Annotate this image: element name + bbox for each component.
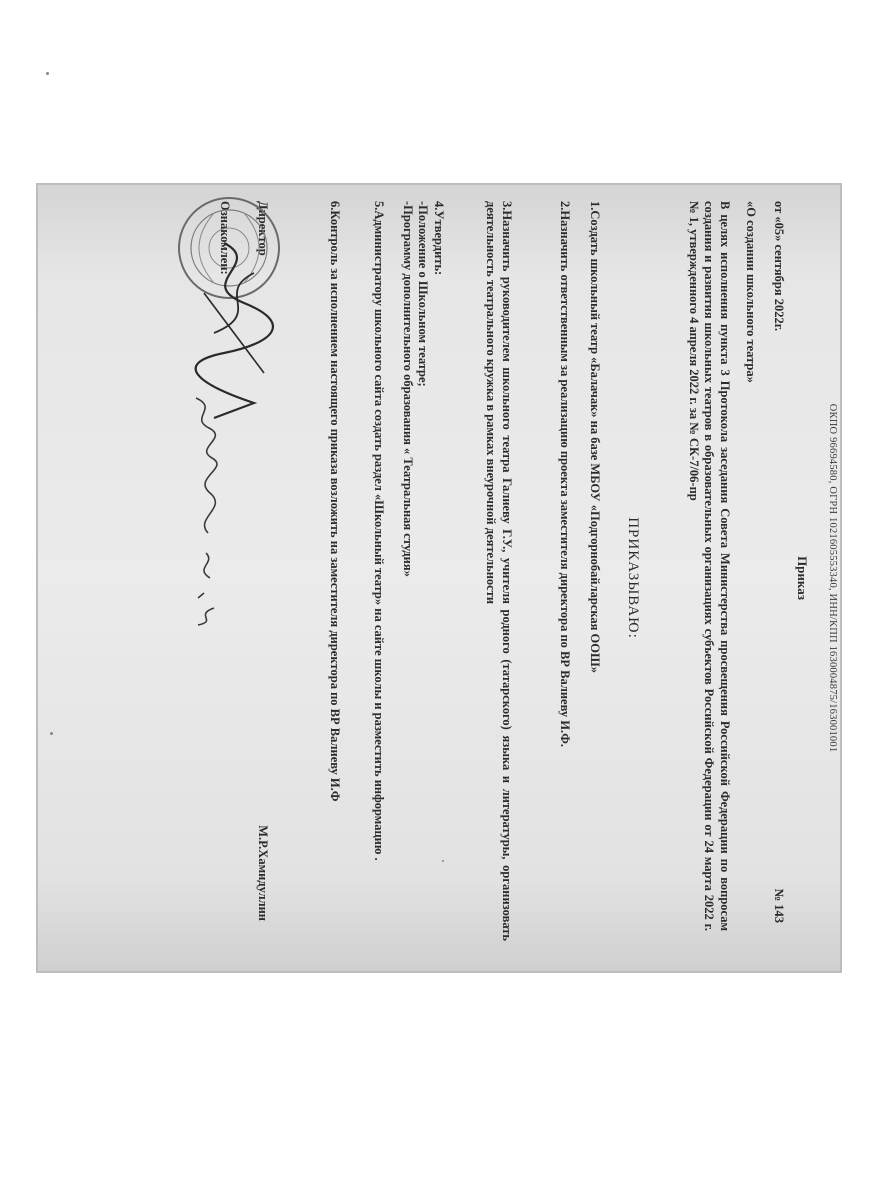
scanned-page: [36, 183, 842, 973]
order-item-5: 5.Администратору школьного сайта создать раздел «Школьный театр» на сайте школы и разместить информацию .: [372, 201, 386, 861]
order-item-6: 6.Контроль за исполнением настоящего приказа возложить на заместителя директора по ВР Валиеву И.Ф: [328, 201, 342, 802]
orders-heading: ПРИКАЗЫВАЮ:: [625, 517, 641, 639]
order-document: [54, 193, 842, 963]
rotated-document-area: [54, 193, 838, 963]
scan-speck: [46, 72, 49, 75]
organization-identifiers: ОКПО 96694580, ОГРН 1021605553340, ИНН/КПП 1630004875/163001001: [827, 403, 838, 753]
document-title: Приказ: [795, 556, 810, 600]
order-item-4: 4.Утвердить: -Положение о Школьном театре; -Программу дополнительного образования « Театральная студия»: [400, 201, 446, 577]
order-subject: «О создании школьного театра»: [744, 201, 758, 383]
order-number: № 143: [772, 888, 786, 923]
preamble-text: В целях исполнения пункта 3 Протокола заседания Совета Министерства просвещения Российской Федерации по вопросам создания и развития школьных театров в образовательных организациях субъектов Российской Федерации от 24 марта 2022 г. № 1, утвержденного 4 апреля 2022 г. за № СК-7/06-пр: [686, 201, 732, 931]
order-item-2: 2.Назначить ответственным за реализацию проекта заместителя директора по ВР Валиеву И.Ф.: [558, 201, 572, 747]
order-item-1: 1.Создать школьный театр «Балачак» на базе МБОУ «Подгорнобайларская ООШ»: [588, 201, 602, 673]
scan-speck: [50, 732, 53, 735]
scan-speck: [442, 860, 444, 862]
order-item-3: 3.Назначить руководителем школьного театра Галиеву Г.У., учителя родного (татарского) языка и литературы, организовать деятельность театрального кружка в рамках внеурочной деятельности: [484, 201, 514, 941]
signature-name: М.Р.Хамидуллин: [256, 825, 270, 921]
acquainted-label: Ознакомлен:: [218, 201, 232, 275]
signature-title: Директор: [256, 201, 270, 256]
order-date: от «05» сентября 2022г.: [772, 201, 786, 332]
handwritten-acknowledgement: [184, 393, 224, 633]
